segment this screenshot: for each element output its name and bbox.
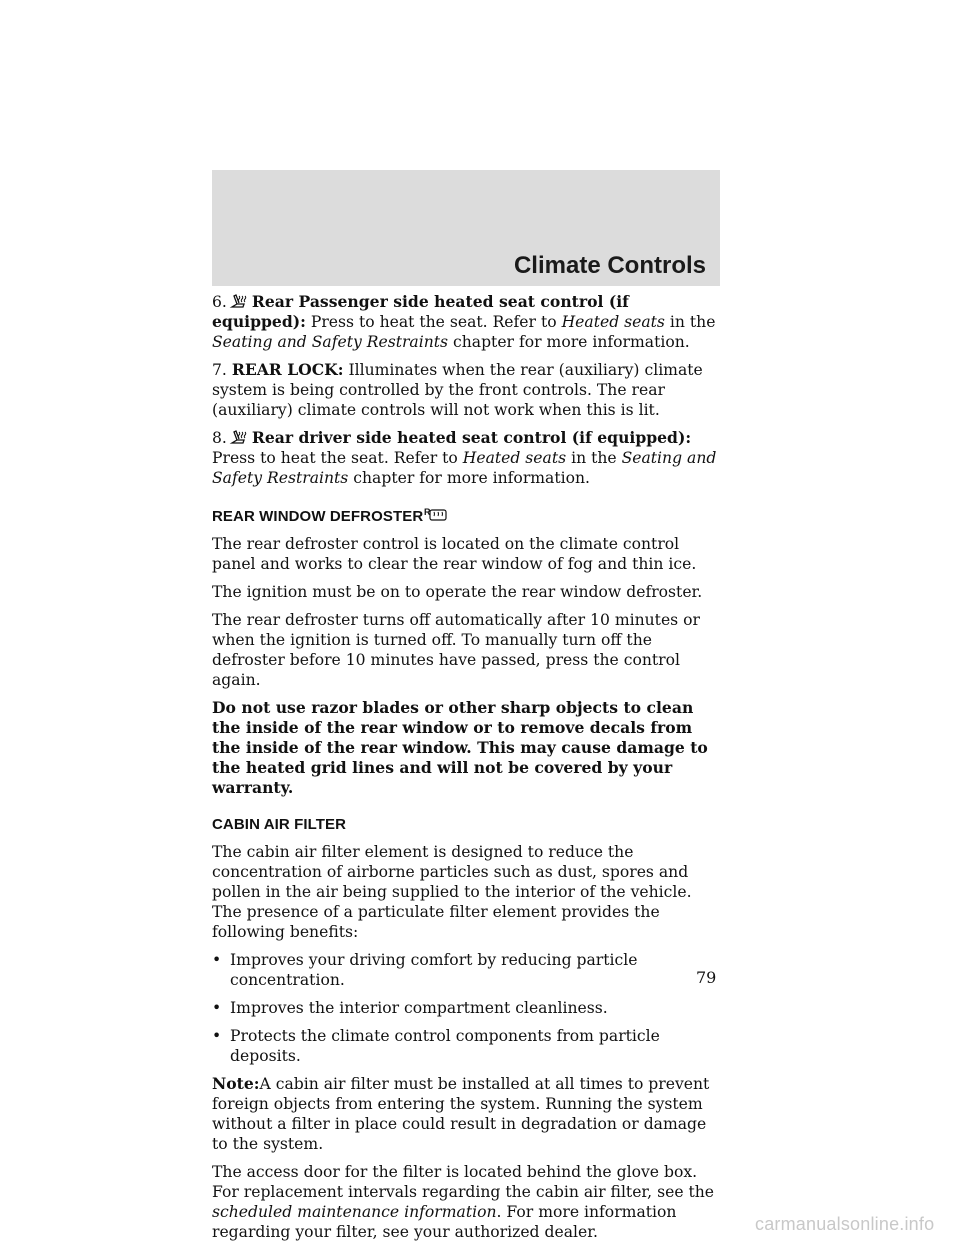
header-band bbox=[212, 170, 720, 286]
bullet-icon: • bbox=[212, 1027, 222, 1045]
item-number: 6. bbox=[212, 293, 227, 311]
defroster-paragraph-3: The rear defroster turns off automatically after 10 minutes or when the ignition is turned off. To manually turn off the defroster before 10 minutes have passed, press the control again. bbox=[212, 611, 700, 689]
item-number: 7. bbox=[212, 361, 227, 379]
page-title: Climate Controls bbox=[513, 252, 706, 279]
item-8: 8. Rear driver side heated seat control (if equipped): Press to heat the seat. Refer to Heated seats in the Seating and Safety Restraints chapter for more information. bbox=[212, 428, 717, 487]
item-label: Rear driver side heated seat control (if equipped): bbox=[251, 428, 692, 447]
section-heading-defroster: REAR WINDOW DEFROSTER R bbox=[212, 506, 722, 526]
note-label: Note: bbox=[212, 1074, 260, 1093]
bullet-icon: • bbox=[212, 951, 222, 969]
list-item: • Protects the climate control components from particle deposits. bbox=[212, 1027, 660, 1065]
heated-seat-icon bbox=[228, 429, 248, 445]
cabin-filter-paragraph-1: The cabin air filter element is designed to reduce the concentration of airborne particles such as dust, spores and pollen in the air being supplied to the interior of the vehicle. The presence of a particulate filter element provides the following benefits: bbox=[212, 843, 692, 941]
cabin-filter-paragraph-2: The access door for the filter is located behind the glove box. For replacement intervals regarding the cabin air filter, see the scheduled maintenance information. For more information regarding your filter, see your authorized dealer. bbox=[212, 1163, 715, 1241]
defroster-paragraph-2: The ignition must be on to operate the rear window defroster. bbox=[212, 583, 703, 601]
rear-defrost-icon bbox=[424, 506, 448, 522]
page-number: 79 bbox=[696, 968, 717, 987]
heated-seat-icon bbox=[228, 293, 248, 309]
cabin-filter-note: Note:A cabin air filter must be installed at all times to prevent foreign objects from entering the system. Running the system without a filter in place could result in degradation or damage to the system. bbox=[212, 1074, 710, 1153]
list-item: • Improves your driving comfort by reducing particle concentration. bbox=[212, 951, 638, 989]
defroster-warning: Do not use razor blades or other sharp objects to clean the inside of the rear window or to remove decals from the inside of the rear window. This may cause damage to the heated grid lines and will not be covered by your warranty. bbox=[212, 698, 708, 797]
item-6: 6. Rear Passenger side heated seat control (if equipped): Press to heat the seat. Refer to Heated seats in the Seating and Safety Restraints chapter for more information. bbox=[212, 292, 716, 351]
watermark: carmanualsonline.info bbox=[755, 1214, 935, 1234]
rear-defrost-icon-letter: R bbox=[424, 507, 431, 517]
item-7: 7. REAR LOCK: Illuminates when the rear (auxiliary) climate system is being controlled by the front controls. The rear (auxiliary) climate controls will not work when this is lit. bbox=[212, 360, 703, 419]
defroster-paragraph-1: The rear defroster control is located on the climate control panel and works to clear the rear window of fog and thin ice. bbox=[212, 535, 697, 573]
item-label: REAR LOCK: bbox=[231, 360, 344, 379]
item-label: Rear Passenger side heated seat control (if equipped): bbox=[212, 292, 629, 331]
page-content bbox=[212, 292, 722, 1250]
section-heading-cabin-filter: CABIN AIR FILTER bbox=[212, 816, 347, 833]
item-number: 8. bbox=[212, 429, 227, 447]
bullet-icon: • bbox=[212, 999, 222, 1017]
list-item: • Improves the interior compartment cleanliness. bbox=[212, 999, 608, 1017]
